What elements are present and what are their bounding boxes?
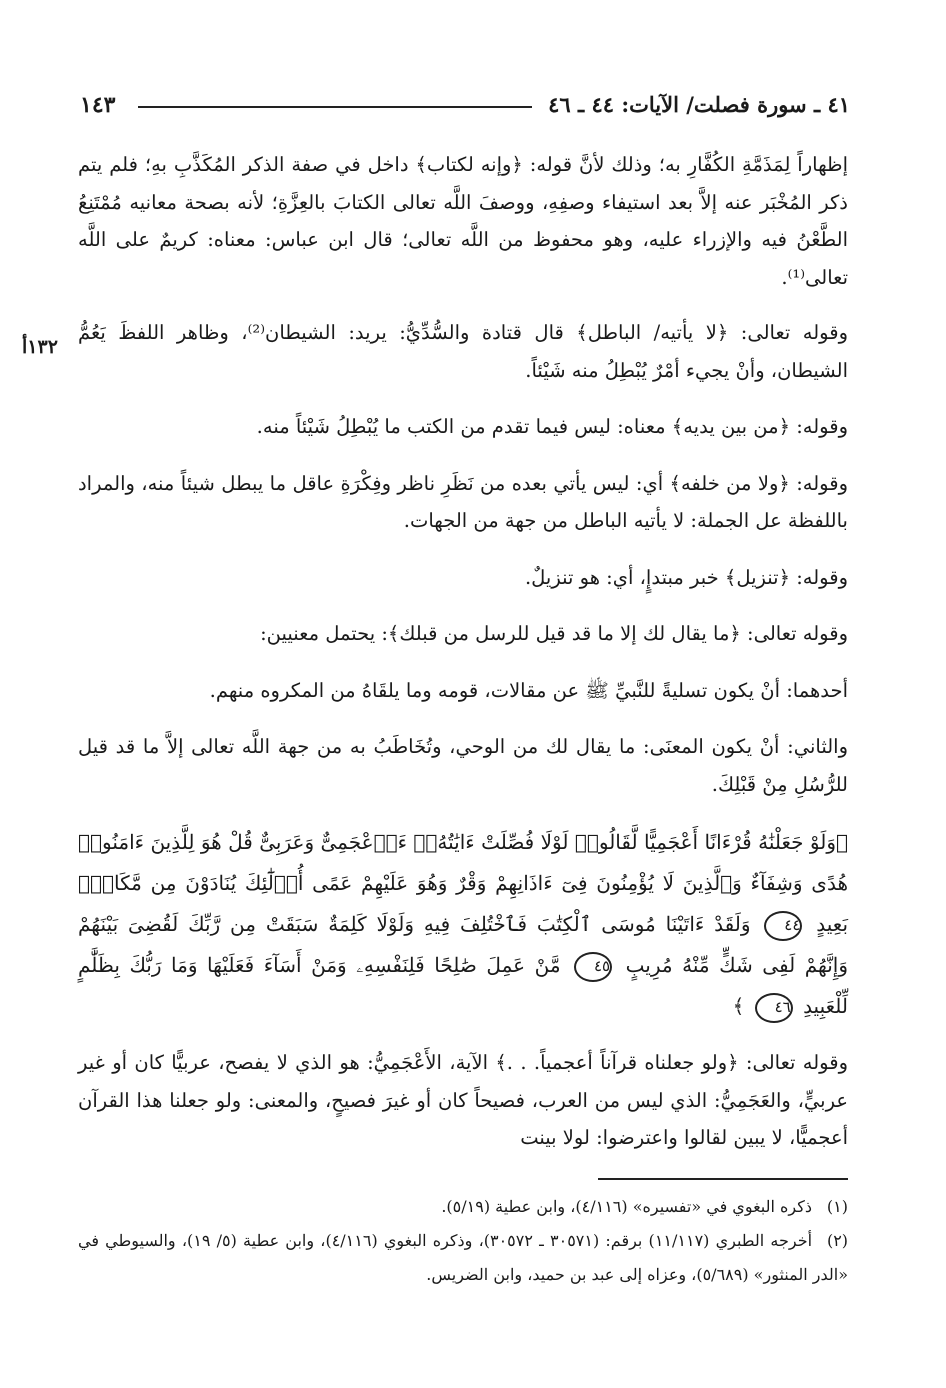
paragraph-4: وقوله: ﴿ولا من خلفه﴾ أي: ليس يأتي بعده من نَظَرِ ناظر وفِكْرَةِ عاقل ما يبطل شيئاً منه، والمراد باللفظة عل الجملة: لا يأتيه الباطل من جهة من الجهات. [78,471,848,532]
ayah-number-46: ٤٦ [755,993,793,1023]
header-rule [138,106,532,108]
paragraph-9: وقوله تعالى: ﴿ولو جعلناه قرآناً أعجمياً. . .﴾ الآية، الأَعْجَمِيُّ: هو الذي لا يفصح، عربيًّا كان أو غير عربيٍّ، والعَجَمِيُّ: الذي ليس من العرب، فصيحاً كان أو غيرَ فصيحٍ، والمعنى: ولو جعلنا هذا القرآن أعجميًّا، لا يبين لقالوا واعترضوا: لولا بينت [78,1051,848,1149]
quran-segment-1: وَلَوْ جَعَلْنَٰهُ قُرْءَانًا أَعْجَمِيًّا لَّقَالُوا۟ لَوْلَا فُصِّلَتْ ءَايَٰتُهُۥٓ ءَا۬عْجَمِىٌّ وَعَرَبِىٌّ قُلْ هُوَ لِلَّذِينَ ءَامَنُوا۟ هُدًى وَشِفَآءٌ وَٱلَّذِينَ لَا يُؤْمِنُونَ فِىٓ ءَاذَانِهِمْ وَقْرٌ وَهُوَ عَلَيْهِمْ عَمًى أُو۟لَٰٓئِكَ يُنَادَوْنَ مِن مَّكَانٍۭ بَعِيدٍ [78,830,849,936]
running-header [80,92,850,128]
footnote-separator [598,1178,848,1180]
footnotes [78,1190,848,1292]
paragraph-6: وقوله تعالى: ﴿ما يقال لك إلا ما قد قيل للرسل من قبلك﴾: يحتمل معنيين: [260,622,848,645]
paragraph-2: وقوله تعالى: ﴿لا يأتيه/ الباطل﴾ قال قتادة والسُّدِّيُّ: يريد: الشيطان⁽²⁾، وظاهر اللفظَ يَعُمُّ الشيطان، وأنْ يجيء أمْرٌ يُبْطِلُ منه شَيْئاً. [78,321,848,382]
footnote-text: أخرجه الطبري (١١/١١٧) برقم: (٣٠٥٧١ ـ ٣٠٥٧٢)، وذكره البغوي (٤/١١٦)، وابن عطية (٥/ ١٩)، والسيوطي في «الدر المنثور» (٥/٦٨٩)، وعزاه إلى عبد بن حميد، وابن الضريس. [78,1231,848,1284]
quran-segment-2: وَلَقَدْ ءَاتَيْنَا مُوسَى ٱلْكِتَٰبَ فَٱخْتُلِفَ فِيهِ وَلَوْلَا كَلِمَةٌ سَبَقَتْ مِن رَّبِّكَ لَقُضِىَ بَيْنَهُمْ وَإِنَّهُمْ لَفِى شَكٍّ مِّنْهُ مُرِيبٍ [78,912,849,977]
paragraph-5: وقوله: ﴿تنزيل﴾ خبر مبتدإٍ، أي: هو تنزيلٌ. [524,565,848,589]
quran-segment-3: مَّنْ عَمِلَ صَٰلِحًا فَلِنَفْسِهِۦ وَمَنْ أَسَآءَ فَعَلَيْهَا وَمَا رَبُّكَ بِظَلَّٰمٍ لِّلْعَبِيدِ [78,953,848,1018]
footnote-1 [78,1190,848,1224]
page-number: ١٤٣ [80,92,116,118]
quran-close-bracket: ﴾ [732,994,745,1018]
footnote-number: (١) [826,1197,848,1216]
footnote-number: (٢) [826,1231,849,1250]
paragraph-8: والثاني: أنْ يكون المعنَى: ما يقال لك من الوحي، وتُخَاطَبُ به من جهة اللَّه تعالى إلاَّ ما قد قيل للرُّسُلِ مِنْ قَبْلِكَ. [78,735,848,796]
footnote-text: ذكره البغوي في «تفسيره» (٤/١١٦)، وابن عطية (٥/١٩). [441,1197,812,1216]
ayah-number-45: ٤٥ [574,952,612,982]
main-text [78,146,848,1176]
quran-open-bracket: ﴿ [835,830,848,854]
paragraph-1: إظهاراً لِمَذَمَّةِ الكُفَّارِ به؛ وذلك لأنَّ قوله: ﴿وإنه لكتاب﴾ داخل في صفة الذكر المُكَذَّبِ بهِ؛ فلم يتم ذكر المُخْبَر عنه إلاَّ بعد استيفاء وصفِهِ، ووصفَ اللَّه تعالى الكتابَ بالعِزَّةِ؛ لأنه بصحة معانيه مُمْتَنِعُ الطَّعْنُ فيه والإزراء عليه، وهو محفوظ من اللَّه تعالى؛ قال ابن عباس: معناه: كريمٌ على اللَّه تعالى⁽¹⁾. [78,153,848,289]
paragraph-3: وقوله: ﴿من بين يديه﴾ معناه: ليس فيما تقدم من الكتب ما يُبْطِلُ شَيْئاً منه. [256,415,848,438]
manuscript-folio-marker: ١٣٢أ [22,336,58,358]
quran-verses-block [78,822,848,1027]
chapter-heading: ٤١ ـ سورة فصلت/ الآيات: ٤٤ ـ ٤٦ [548,92,850,117]
paragraph-7: أحدهما: أنْ يكون تسليةً للنَّبيِّ ﷺ عن مقالات، قومه وما يلقَاهُ من المكروه منهم. [209,678,848,702]
ayah-number-44: ٤٤ [764,911,802,941]
footnote-2 [78,1224,848,1292]
